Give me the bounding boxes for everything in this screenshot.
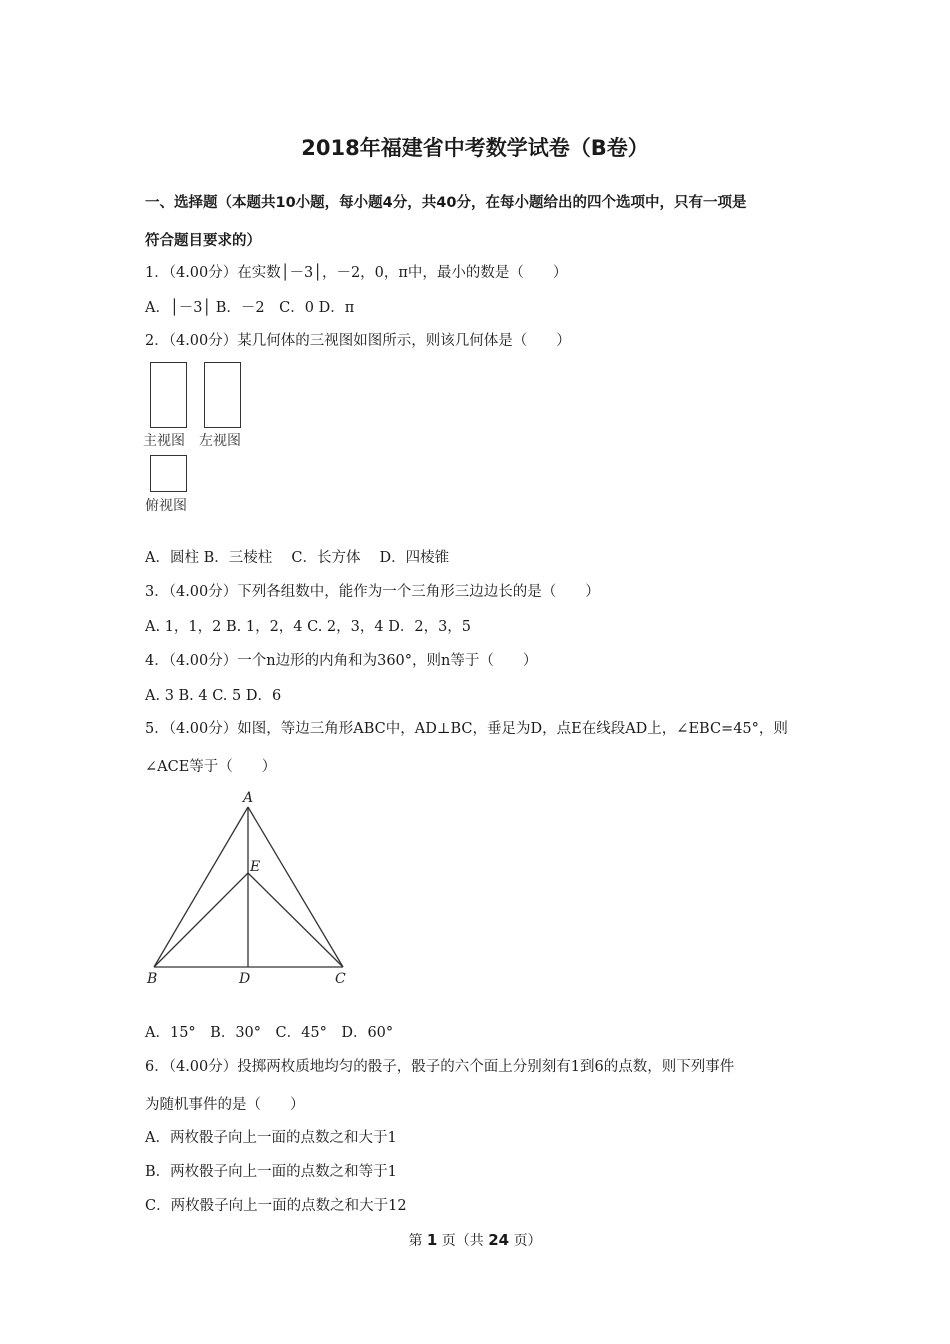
- footer-page-number: 1: [426, 1231, 438, 1249]
- footer-prefix: 第: [408, 1233, 423, 1249]
- page-title: 2018年福建省中考数学试卷（B卷）: [301, 136, 649, 160]
- question-3-stem: 3．（4.00分）下列各组数中，能作为一个三角形三边边长的是（ ）: [145, 584, 600, 600]
- top-view-rect: [150, 455, 187, 492]
- question-5-stem-line1: 5．（4.00分）如图，等边三角形ABC中，AD⊥BC，垂足为D，点E在线段AD上，∠EBC=45°，则: [145, 721, 788, 737]
- top-view-label: 俯视图: [145, 498, 187, 514]
- page-footer: [0, 1230, 950, 1250]
- question-4-options: A. 3 B. 4 C. 5 D．6: [145, 688, 282, 704]
- footer-suffix: 页）: [513, 1233, 542, 1249]
- question-6-stem-line1: 6．（4.00分）投掷两枚质地均匀的骰子，骰子的六个面上分别刻有1到6的点数，则下列事件: [145, 1059, 735, 1075]
- question-1-stem: 1．（4.00分）在实数│－3│，－2，0，π中，最小的数是（ ）: [145, 265, 568, 281]
- question-5-stem-line2: ∠ACE等于（ ）: [145, 759, 277, 775]
- footer-total-pages: 24: [488, 1231, 510, 1249]
- question-6-option-a: A．两枚骰子向上一面的点数之和大于1: [145, 1130, 397, 1146]
- footer-middle: 页（共: [441, 1233, 484, 1249]
- question-2-stem: 2．（4.00分）某几何体的三视图如图所示，则该几何体是（ ）: [145, 333, 571, 349]
- left-view-rect: [204, 362, 241, 428]
- label-e: E: [250, 859, 261, 875]
- label-b: B: [147, 971, 158, 987]
- front-view-label: 主视图: [143, 433, 185, 449]
- front-view-rect: [150, 362, 187, 428]
- section-heading-line1: 一、选择题（本题共10小题，每小题4分，共40分，在每小题给出的四个选项中，只有一项是: [145, 195, 747, 211]
- section-heading-line2: 符合题目要求的）: [145, 233, 261, 249]
- triangle-figure: [140, 785, 360, 990]
- left-view-label: 左视图: [199, 433, 241, 449]
- question-1-options: A．│－3│ B．－2 C．0 D．π: [145, 300, 355, 316]
- question-2-options: A．圆柱 B．三棱柱 C．长方体 D．四棱锥: [145, 550, 450, 566]
- question-4-stem: 4．（4.00分）一个n边形的内角和为360°，则n等于（ ）: [145, 653, 538, 669]
- label-d: D: [239, 971, 251, 987]
- question-5-options: A．15° B．30° C．45° D．60°: [145, 1025, 394, 1041]
- question-6-stem-line2: 为随机事件的是（ ）: [145, 1097, 305, 1113]
- label-c: C: [335, 971, 346, 987]
- question-6-option-c: C．两枚骰子向上一面的点数之和大于12: [145, 1198, 407, 1214]
- question-3-options: A. 1，1，2 B. 1，2，4 C. 2，3，4 D．2，3，5: [145, 619, 472, 635]
- label-a: A: [243, 790, 254, 806]
- question-6-option-b: B．两枚骰子向上一面的点数之和等于1: [145, 1164, 397, 1180]
